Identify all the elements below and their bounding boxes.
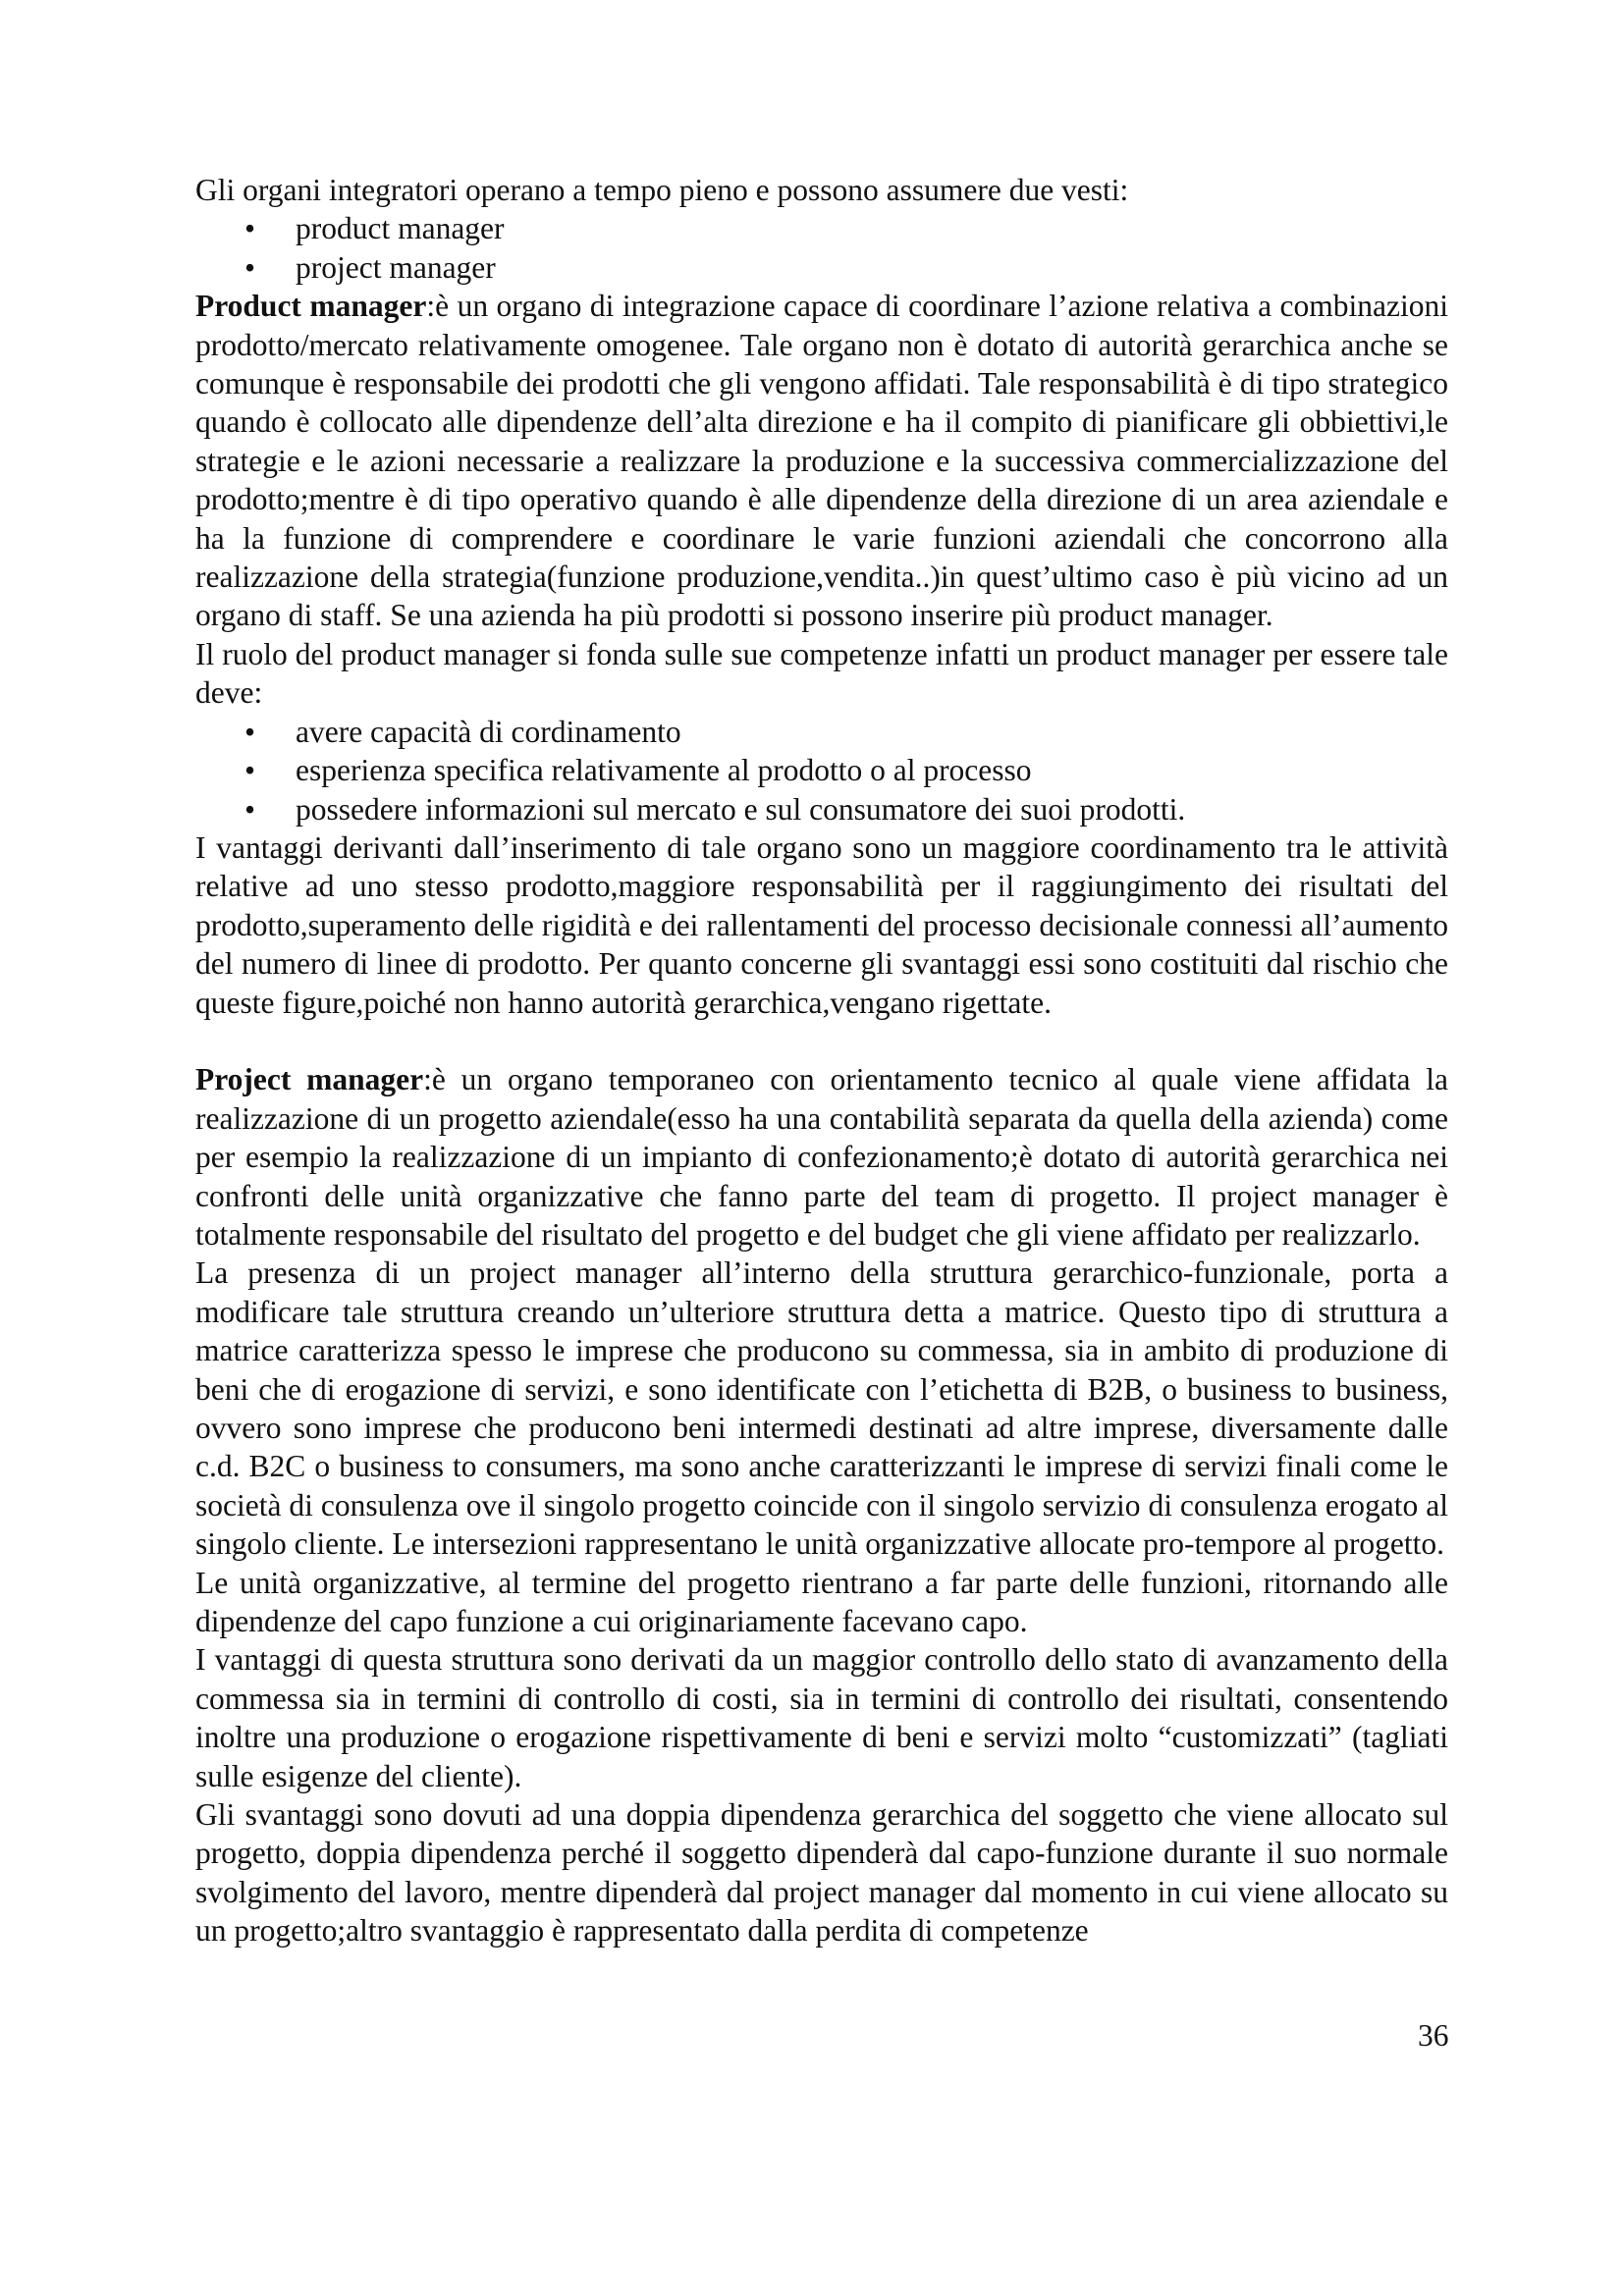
matrix-structure-paragraph: La presenza di un project manager all’interno della struttura gerarchico-funzionale, porta a modificare tale struttura creando un’ulteriore struttura detta a matrice. Questo tipo di struttura a matrice caratterizza spesso le imprese che producono su commessa, sia in ambito di produzione di beni che di erogazione di servizi, e sono identificate con l’etichetta di B2B, o business to business, ovvero sono imprese che producono beni intermedi destinati ad altre imprese, diversamente dalle c.d. B2C o business to consumers, ma sono anche caratterizzanti le imprese di servizi finali come le società di consulenza ove il singolo progetto coincide con il singolo servizio di consulenza erogato al singolo cliente. Le intersezioni rappresentano le unità organizzative allocate pro-tempore al progetto. [195,1255,1448,1562]
roles-list [195,209,1448,287]
list-item [195,790,1448,828]
list-item [195,248,1448,287]
list-item-text: project manager [296,249,496,285]
intro-paragraph: Gli organi integratori operano a tempo pieno e possono assumere due vesti: [195,173,1129,207]
list-item-text: avere capacità di cordinamento [296,714,681,749]
paragraph-gap [195,1022,1448,1060]
list-item [195,751,1448,789]
product-manager-definition [195,287,1448,635]
advantages-paragraph: I vantaggi di questa struttura sono derivati da un maggior controllo dello stato di avanzamento della commessa sia in termini di controllo di costi, sia in termini di controllo dei risultati, consentendo inoltre una produzione o erogazione rispettivamente di beni e servizi molto “customizzati” (tagliati sulle esigenze del cliente). [195,1642,1448,1793]
bullet-icon: • [244,211,256,246]
project-manager-heading: Project manager [195,1062,424,1097]
bullet-icon: • [244,753,256,788]
project-manager-definition-text: :è un organo temporaneo con orientamento tecnico al quale viene affidata la realizzazione di un progetto aziendale(esso ha una contabilità separata da quella della azienda) come per esempio la realizzazione di un impianto di confezionamento;è dotato di autorità gerarchica nei confronti delle unità organizzative che fanno parte del team di progetto. Il project manager è totalmente responsabile del risultato del progetto e del budget che gli viene affidato per realizzarlo. [195,1062,1448,1252]
project-manager-definition [195,1060,1448,1254]
product-manager-definition-text: :è un organo di integrazione capace di coordinare l’azione relativa a combinazioni prodotto/mercato relativamente omogenee. Tale organo non è dotato di autorità gerarchica anche se comunque è responsabile dei prodotti che gli vengono affidati. Tale responsabilità è di tipo strategico quando è collocato alle dipendenze dell’alta direzione e ha il compito di pianificare gli obbiettivi,le strategie e le azioni necessarie a realizzare la produzione e la successiva commercializzazione del prodotto;mentre è di tipo operativo quando è alle dipendenze della direzione di un area aziendale e ha la funzione di comprendere e coordinare le varie funzioni aziendali che concorrono alla realizzazione della strategia(funzione produzione,vendita..)in quest’ultimo caso è più vicino ad un organo di staff. Se una azienda ha più prodotti si possono inserire più product manager. [195,289,1448,633]
list-item-text: possedere informazioni sul mercato e sul consumatore dei suoi prodotti. [296,791,1186,827]
skills-intro-paragraph: Il ruolo del product manager si fonda sulle sue competenze infatti un product manager per essere tale deve: [195,636,1448,711]
list-item-text: product manager [296,211,505,246]
product-manager-pros-cons: I vantaggi derivanti dall’inserimento di tale organo sono un maggiore coordinamento tra le attività relative ad uno stesso prodotto,maggiore responsabilità per il raggiungimento dei risultati del prodotto,superamento delle rigidità e dei rallentamenti del processo decisionale connessi all’aumento del numero di linee di prodotto. Per quanto concerne gli svantaggi essi sono costituiti dal rischio che queste figure,poiché non hanno autorità gerarchica,vengano rigettate. [195,829,1448,1020]
bullet-icon: • [244,714,256,749]
return-paragraph: Le unità organizzative, al termine del progetto rientrano a far parte delle funzioni, ritornando alle dipendenze del capo funzione a cui originariamente facevano capo. [195,1565,1448,1639]
list-item [195,209,1448,247]
list-item [195,713,1448,751]
bullet-icon: • [244,791,256,827]
skills-list [195,713,1448,828]
product-manager-heading: Product manager [195,289,427,324]
list-item-text: esperienza specifica relativamente al prodotto o al processo [296,753,1032,788]
page-content [195,171,1448,1950]
bullet-icon: • [244,249,256,285]
disadvantages-paragraph: Gli svantaggi sono dovuti ad una doppia dipendenza gerarchica del soggetto che viene allocato sul progetto, doppia dipendenza perché il soggetto dipenderà dal capo-funzione durante il suo normale svolgimento del lavoro, mentre dipenderà dal project manager dal momento in cui viene allocato su un progetto;altro svantaggio è rappresentato dalla perdita di competenze [195,1797,1448,1949]
page-number: 36 [1418,2018,1449,2053]
